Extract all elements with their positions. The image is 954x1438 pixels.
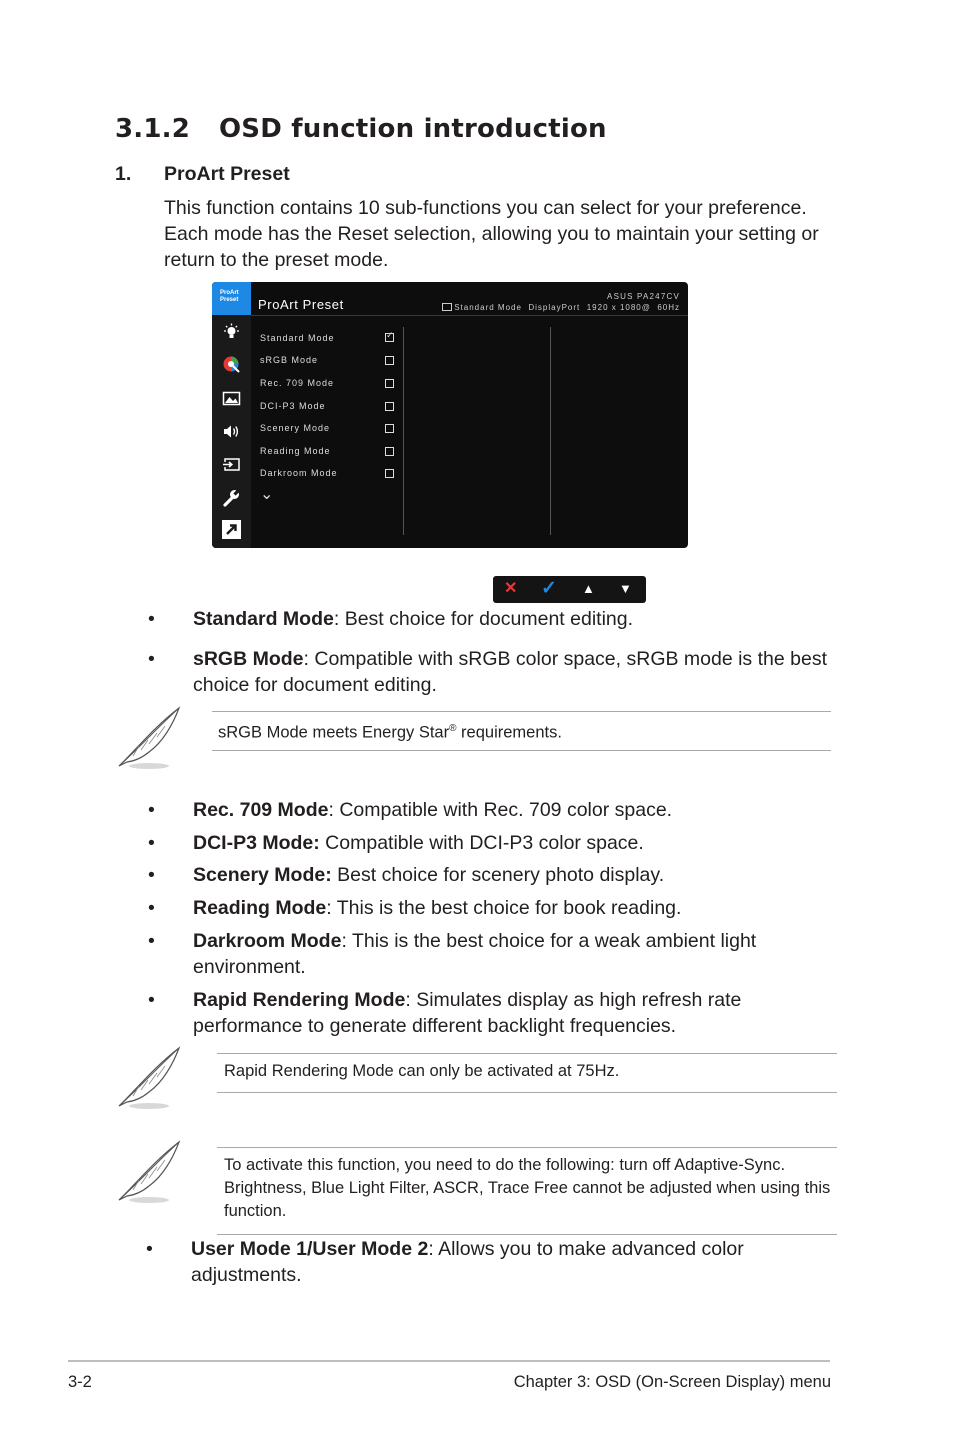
bullet-text [193, 895, 838, 921]
bullet-text [193, 646, 838, 698]
bullet-term: Rapid Rendering Mode [193, 989, 406, 1011]
bullet-term: Scenery Mode: [193, 864, 332, 886]
osd-column-divider-1 [403, 327, 404, 535]
note-quill-icon [113, 1140, 183, 1206]
osd-item-standard: Standard Mode [260, 333, 335, 343]
bullet-description: Allows you to make advanced color adjustments. [191, 1238, 744, 1286]
bullet-text [193, 928, 838, 980]
osd-item-srgb: sRGB Mode [260, 355, 319, 365]
osd-checkbox-darkroom [385, 469, 394, 478]
bullet-dot: • [148, 989, 155, 1011]
color-palette-icon [222, 355, 241, 374]
bullet-separator: : [326, 897, 337, 919]
osd-checkbox-dcip3 [385, 402, 394, 411]
osd-item-scenery: Scenery Mode [260, 423, 331, 433]
bullet-dot: • [148, 799, 155, 821]
osd-nav-bar [493, 576, 646, 603]
bullet-term: sRGB Mode [193, 648, 304, 670]
osd-menu-screenshot [212, 282, 688, 548]
note-top-rule [217, 1147, 837, 1148]
bullet-term: DCI-P3 Mode: [193, 832, 320, 854]
bullet-text [193, 830, 838, 856]
note-energy-star [218, 717, 562, 745]
bullet-dot: • [148, 864, 155, 886]
bullet-text [193, 797, 838, 823]
osd-checkbox-standard [385, 330, 394, 342]
bullet-description: This is the best choice for book reading. [336, 897, 682, 919]
note-bottom-rule [217, 1234, 837, 1235]
osd-item-dcip3: DCI-P3 Mode [260, 401, 326, 411]
osd-checkbox-reading [385, 447, 394, 456]
osd-checkbox-scenery [385, 424, 394, 433]
osd-item-reading: Reading Mode [260, 446, 331, 456]
note-quill-icon [113, 706, 183, 772]
bullet-description: Simulates display as high refresh rate performance to generate different backlight frequencies. [193, 989, 742, 1037]
proart-preset-logo [212, 282, 251, 315]
osd-checkbox-srgb [385, 356, 394, 365]
osd-divider [251, 315, 688, 316]
bullet-dot: • [146, 1238, 153, 1260]
bullet-description: Best choice for document editing. [344, 608, 634, 630]
bullet-separator: : [328, 799, 340, 821]
heading-number: 3.1.2 [115, 114, 191, 144]
speaker-icon [222, 422, 241, 441]
bullet-description: Compatible with Rec. 709 color space. [339, 799, 673, 821]
osd-title: ProArt Preset [258, 297, 344, 312]
close-icon: ✕ [504, 580, 518, 597]
bullet-text [193, 606, 838, 632]
bullet-dot: • [148, 897, 155, 919]
bullet-text [191, 1236, 836, 1288]
chapter-title: Chapter 3: OSD (On-Screen Display) menu [513, 1373, 831, 1391]
shortcut-icon [222, 520, 241, 539]
checkmark-icon: ✓ [386, 330, 394, 340]
bullet-description: This is the best choice for a weak ambient light environment. [193, 930, 757, 978]
bullet-term: Standard Mode [193, 608, 334, 630]
bullet-text [193, 987, 838, 1039]
bullet-term: User Mode 1/User Mode 2 [191, 1238, 429, 1260]
bullet-term: Rec. 709 Mode [193, 799, 329, 821]
intro-paragraph: This function contains 10 sub-functions you can select for your preference. Each mode has the Reset selection, allowing you to maintain your setting or return to the preset mode. [164, 197, 819, 271]
osd-item-rec709: Rec. 709 Mode [260, 378, 335, 388]
page-number: 3-2 [68, 1373, 92, 1391]
bullet-dot: • [148, 608, 155, 630]
osd-status-bar [442, 303, 680, 312]
note-tail: requirements. [456, 723, 562, 742]
osd-status-text: Standard Mode DisplayPort 1920 x 1080@ 60Hz [454, 303, 680, 312]
registered-mark: ® [449, 723, 457, 734]
osd-item-darkroom: Darkroom Mode [260, 468, 338, 478]
note-bottom-rule [212, 750, 831, 751]
logo-line2: Preset [220, 297, 239, 303]
bullet-dot: • [148, 930, 155, 952]
wrench-icon [222, 488, 241, 507]
monitor-icon [442, 303, 452, 311]
section-heading [115, 163, 290, 186]
heading-title: OSD function introduction [219, 114, 607, 144]
input-source-icon [222, 455, 241, 474]
bullet-description: Compatible with DCI-P3 color space. [325, 832, 644, 854]
check-icon: ✓ [541, 578, 557, 599]
section-title: ProArt Preset [164, 163, 290, 185]
image-icon [222, 389, 241, 408]
bullet-dot: • [148, 832, 155, 854]
footer-rule [68, 1360, 830, 1362]
arrow-up-icon: ▲ [582, 581, 595, 596]
note-activation: To activate this function, you need to do the following: turn off Adaptive-Sync. Brightness, Blue Light Filter, ASCR, Trace Free cannot be adjusted when using this function. [224, 1156, 831, 1220]
note-rapid-rendering: Rapid Rendering Mode can only be activated at 75Hz. [224, 1062, 620, 1080]
bullet-separator: : [341, 930, 352, 952]
bullet-separator: : [405, 989, 417, 1011]
bullet-term: Reading Mode [193, 897, 327, 919]
bullet-description: Compatible with sRGB color space, sRGB mode is the best choice for document editing. [193, 648, 827, 696]
osd-column-divider-2 [550, 327, 551, 535]
page-heading [115, 114, 607, 144]
note-text: sRGB Mode meets Energy Star [218, 723, 450, 742]
bullet-description: Best choice for scenery photo display. [337, 864, 665, 886]
logo-line1: ProArt [220, 290, 239, 296]
bullet-dot: • [148, 648, 155, 670]
bullet-text [193, 862, 838, 888]
bulb-icon [222, 323, 241, 342]
note-quill-icon [113, 1046, 183, 1112]
bullet-separator: : [303, 648, 315, 670]
bullet-separator: : [333, 608, 345, 630]
chevron-down-icon: ⌄ [260, 486, 275, 503]
note-bottom-rule [217, 1092, 837, 1093]
arrow-down-icon: ▼ [619, 581, 632, 596]
note-top-rule [212, 711, 831, 712]
note-top-rule [217, 1053, 837, 1054]
section-number: 1. [115, 163, 132, 185]
bullet-separator: : [428, 1238, 439, 1260]
osd-model-name: ASUS PA247CV [607, 292, 680, 301]
bullet-term: Darkroom Mode [193, 930, 342, 952]
osd-checkbox-rec709 [385, 379, 394, 388]
osd-sidebar [212, 282, 251, 548]
